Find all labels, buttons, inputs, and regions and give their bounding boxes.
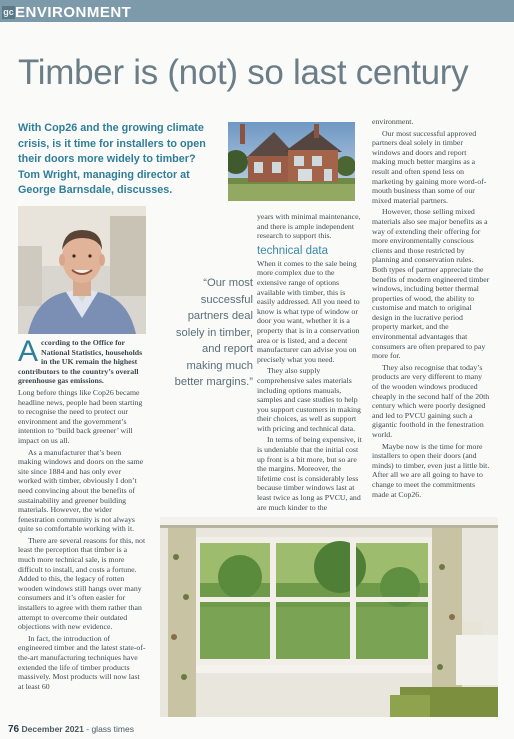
body-paragraph: environment. [372,117,414,126]
portrait-photo [18,206,146,334]
body-paragraph: Maybe now is the time for more installers to open their doors (and minds) to timber, even just a little bit. After all we are all going to have to change to meet the commitments made at Cop26. [372,441,490,499]
body-paragraph: Our most successful approved partners deal solely in timber windows and doors and report making much better margins as a result and often spend less on marketing by gaining more word-of-mouth business than some of our mixed material partners. [372,128,487,205]
subheading: technical data [257,244,328,257]
house-photo [228,122,355,201]
page-footer [8,724,134,735]
lead-paragraph: ccording to the Office for National Statistics, households in the UK remain the highest contributors to the country’s overall greenhouse gas emissions. [18,338,143,386]
section-label: ENVIRONMENT [15,4,132,21]
body-paragraph: There are several reasons for this, not least the perception that timber is a much more technical sale, is more difficult to install, and costs a fortune. Added to this, the legacy of rotten wooden windows still hangs over many consumers and it’s often easier for installers to agree with them rather than attempt to overcome their outdated objections with new evidence. [18,535,146,632]
body-paragraph: They also recognise that today’s products are very different to many of the wooden windows produced cheaply in the second half of the 20th century which were poorly designed and led to PVCU gaining such a gigantic foothold in the fenestration world. [372,362,490,439]
issue-date: December 2021 [21,724,84,734]
footer-separator: - [83,724,92,734]
body-paragraph: They also supply comprehensive sales materials including options manuals, samples and case studies to help you support customers in making their choices, as well as support with pricing and technical data. [257,366,361,433]
body-paragraph: In fact, the introduction of engineered timber and the latest state-of-the-art manufacturing techniques have extended the life of timber products massively. Most products will now last at least 60 [18,633,146,691]
pull-quote: “Our most successful partners deal solely in timber, and report making much better margins.” [174,277,253,388]
column-1 [18,335,146,693]
body-paragraph: However, those selling mixed materials also see major benefits as a way of extending their offering for more environmentally conscious clients and those restricted by planning and conservation rules. Both types of partner appreciate the benefits of modern engineered timber windows, including better thermal properties of wood, the ability to customise and match to original design in the lucrative period property market, and the environmental advantages that consumers are often prepared to pay more for. [372,207,490,361]
body-paragraph: When it comes to the sale being more complex due to the extensive range of options available with timber, this is easily addressed. All you need to know is what type of window or door you want, whether it is a property that is in a conservation area or is listed, and a decent manufacturer can advise you on precisely what you need. [257,258,360,364]
body-paragraph: In terms of being expensive, it is undeniable that the initial cost up front is a bit more, but so are the margins. Moreover, the lifetime cost is considerably less because timber windows last at least twice as long as PVCU, and are much kinder to the [257,435,362,512]
interior-window-photo [160,517,498,717]
headline: Timber is (not) so last century [18,53,469,92]
column-2 [257,212,365,514]
body-paragraph: years with minimal maintenance, and there is ample independent research to support this. [257,212,361,241]
magazine-logo-chip: gc [3,7,14,17]
body-paragraph: Long before things like Cop26 became headline news, people had been starting to recognise the need to protect our environment and the government’s intention to ‘build back greener’ will impact on us all. [18,387,143,445]
body-paragraph: As a manufacturer that’s been making windows and doors on the same site since 1884 and has only ever worked with timber, obviously I don’t need convincing about the benefits of sustainability and greener building materials. However, the wider fenestration community is not always quite so comfortable working with it. [18,447,144,534]
column-3 [372,117,490,501]
page-number: 76 [8,724,20,735]
drop-cap: A [18,335,39,368]
magazine-name: glass times [91,724,134,734]
standfirst: With Cop26 and the growing climate crisis, is it time for installers to open their doors more widely to timber? Tom Wright, managing director at George Barnsdale, discusses. [18,122,206,196]
